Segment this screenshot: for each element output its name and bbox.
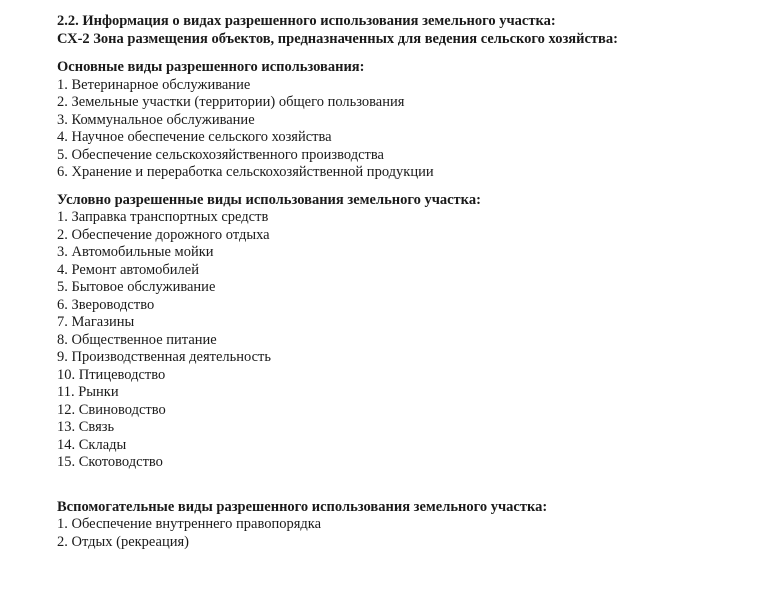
list-item: 5. Бытовое обслуживание bbox=[57, 279, 216, 295]
auxiliary-uses-list bbox=[57, 516, 747, 551]
list-item: 2. Земельные участки (территории) общего пользования bbox=[57, 94, 405, 110]
list-item: 14. Склады bbox=[57, 436, 127, 453]
list-item: 13. Связь bbox=[57, 419, 115, 435]
list-item: 1. Обеспечение внутреннего правопорядка bbox=[57, 516, 322, 532]
conditional-uses-title: Условно разрешенные виды использования земельного участка: bbox=[57, 191, 481, 208]
conditional-uses-list bbox=[57, 209, 747, 472]
main-uses-section bbox=[57, 59, 747, 182]
list-item: 4. Ремонт автомобилей bbox=[57, 261, 199, 278]
list-item: 1. Заправка транспортных средств bbox=[57, 209, 269, 225]
main-uses-title: Основные виды разрешенного использования: bbox=[57, 59, 365, 75]
list-item: 2. Отдых (рекреация) bbox=[57, 533, 189, 550]
list-item: 2. Обеспечение дорожного отдыха bbox=[57, 226, 270, 243]
document-heading-line-2: СХ-2 Зона размещения объектов, предназначенных для ведения сельского хозяйства: bbox=[57, 30, 618, 47]
list-item: 3. Автомобильные мойки bbox=[57, 244, 214, 260]
list-item: 5. Обеспечение сельскохозяйственного производства bbox=[57, 146, 384, 163]
conditional-uses-section bbox=[57, 192, 747, 472]
list-item: 6. Хранение и переработка сельскохозяйственной продукции bbox=[57, 164, 434, 180]
list-item: 12. Свиноводство bbox=[57, 401, 166, 418]
list-item: 1. Ветеринарное обслуживание bbox=[57, 76, 251, 93]
list-item: 6. Звероводство bbox=[57, 296, 155, 313]
list-item: 4. Научное обеспечение сельского хозяйства bbox=[57, 129, 332, 145]
list-item: 10. Птицеводство bbox=[57, 366, 166, 383]
list-item: 3. Коммунальное обслуживание bbox=[57, 111, 255, 128]
list-item: 11. Рынки bbox=[57, 384, 119, 400]
list-item: 7. Магазины bbox=[57, 314, 135, 330]
main-uses-list bbox=[57, 77, 747, 182]
document bbox=[57, 13, 747, 551]
list-item: 15. Скотоводство bbox=[57, 454, 163, 470]
list-item: 8. Общественное питание bbox=[57, 331, 217, 348]
document-heading-line-1: 2.2. Информация о видах разрешенного использования земельного участка: bbox=[57, 13, 556, 29]
auxiliary-uses-title: Вспомогательные виды разрешенного использования земельного участка: bbox=[57, 498, 548, 515]
auxiliary-uses-section bbox=[57, 499, 747, 552]
list-item: 9. Производственная деятельность bbox=[57, 349, 271, 365]
